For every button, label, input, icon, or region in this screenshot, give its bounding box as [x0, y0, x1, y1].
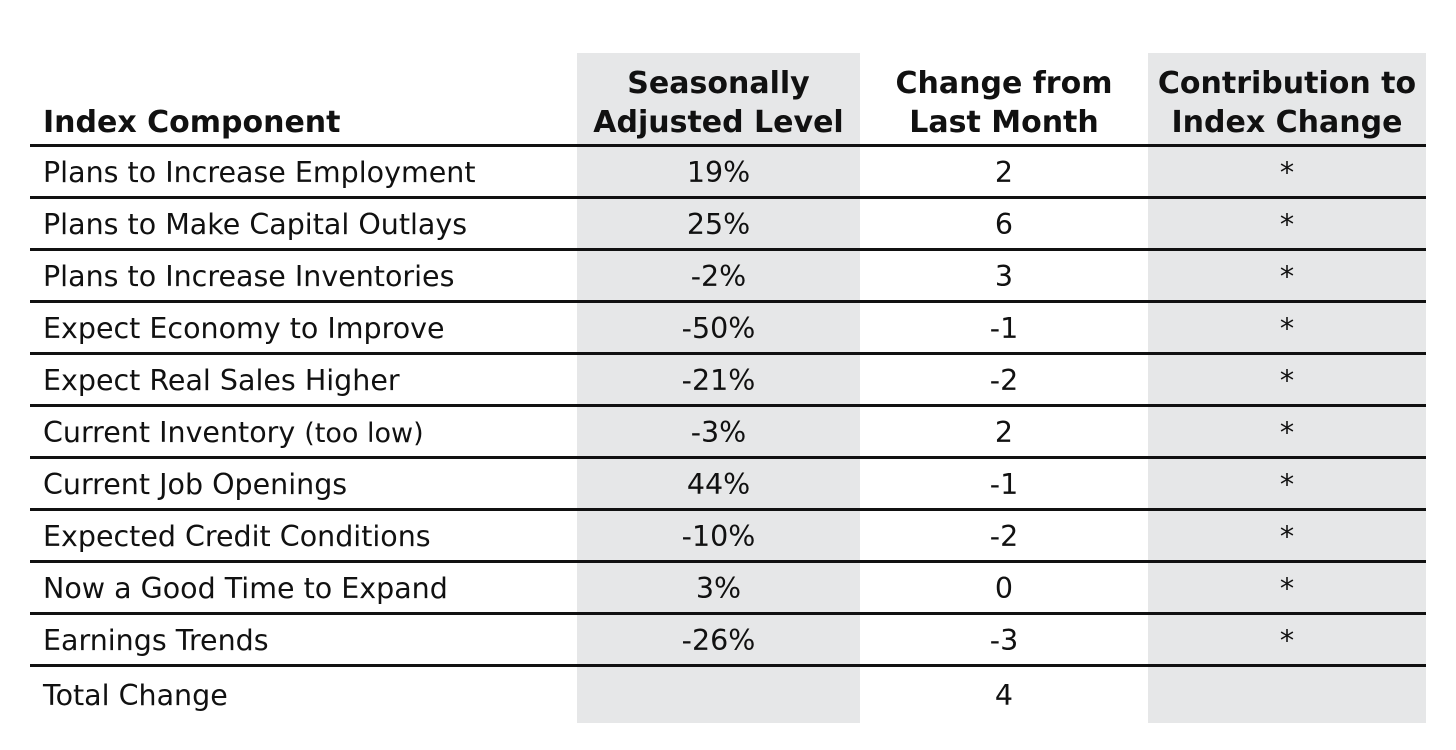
header-contribution-line-2: Index Change	[1171, 105, 1403, 140]
contribution-value: *	[1279, 416, 1295, 449]
row-label	[43, 355, 573, 404]
row-label	[43, 199, 573, 248]
header-index-component-text: Index Component	[43, 105, 341, 140]
contribution-value: *	[1279, 572, 1295, 605]
table-row	[30, 199, 1426, 248]
row-label-note: (too low)	[304, 418, 424, 449]
seasonally-adjusted-level-value: -50%	[681, 312, 756, 345]
row-divider	[30, 664, 1426, 667]
table-row	[30, 355, 1426, 404]
row-label-text: Current Inventory	[43, 416, 296, 449]
table-row	[30, 511, 1426, 560]
row-label-text: Earnings Trends	[43, 624, 269, 657]
row-label	[43, 511, 573, 560]
seasonally-adjusted-level-value: 3%	[695, 572, 742, 605]
contribution-value: *	[1279, 312, 1295, 345]
total-change-label: Total Change	[43, 679, 228, 712]
change-from-last-month-value: 3	[994, 260, 1014, 293]
seasonally-adjusted-level-value: 44%	[686, 468, 751, 501]
contribution-value: *	[1279, 364, 1295, 397]
table-row	[30, 459, 1426, 508]
change-from-last-month-value: 2	[994, 416, 1014, 449]
row-label-text: Expect Economy to Improve	[43, 312, 445, 345]
row-label	[43, 459, 573, 508]
header-level-line-2: Adjusted Level	[593, 105, 844, 140]
contribution-value: *	[1279, 156, 1295, 189]
seasonally-adjusted-level-value: 19%	[686, 156, 751, 189]
table-row	[30, 303, 1426, 352]
change-from-last-month-value: 2	[994, 156, 1014, 189]
row-label-text: Plans to Increase Inventories	[43, 260, 455, 293]
header-index-component	[43, 62, 573, 142]
change-from-last-month-value: -3	[989, 624, 1019, 657]
change-from-last-month-value: -2	[989, 520, 1019, 553]
seasonally-adjusted-level-value: 25%	[686, 208, 751, 241]
row-label-text: Plans to Increase Employment	[43, 156, 476, 189]
seasonally-adjusted-level-value: -2%	[690, 260, 747, 293]
contribution-value: *	[1279, 624, 1295, 657]
total-change-value: 4	[994, 679, 1014, 712]
row-label	[43, 563, 573, 612]
row-label	[43, 147, 573, 196]
row-label-text: Expected Credit Conditions	[43, 520, 431, 553]
contribution-value: *	[1279, 468, 1295, 501]
seasonally-adjusted-level-value: -10%	[681, 520, 756, 553]
row-label-text: Now a Good Time to Expand	[43, 572, 448, 605]
seasonally-adjusted-level-value: -21%	[681, 364, 756, 397]
change-from-last-month-value: -1	[989, 468, 1019, 501]
row-label	[43, 251, 573, 300]
total-row	[30, 670, 1426, 719]
row-label	[43, 303, 573, 352]
table-row	[30, 563, 1426, 612]
change-from-last-month-value: 6	[994, 208, 1014, 241]
row-label-text: Current Job Openings	[43, 468, 348, 501]
row-label-text: Plans to Make Capital Outlays	[43, 208, 468, 241]
header-seasonally-adjusted-level	[577, 62, 860, 142]
row-label	[43, 407, 573, 456]
change-from-last-month-value: -2	[989, 364, 1019, 397]
table-row	[30, 251, 1426, 300]
header-change-line-2: Last Month	[909, 105, 1099, 140]
total-level-value	[577, 670, 860, 719]
table-row	[30, 407, 1426, 456]
contribution-value: *	[1279, 208, 1295, 241]
header-level-line-1: Seasonally	[627, 66, 810, 101]
header-change-from-last-month	[862, 62, 1146, 142]
total-contribution-value	[1148, 670, 1426, 719]
change-from-last-month-value: -1	[989, 312, 1019, 345]
header-contribution-line-1: Contribution to	[1157, 66, 1417, 101]
seasonally-adjusted-level-value: -26%	[681, 624, 756, 657]
table-row	[30, 147, 1426, 196]
header-change-line-1: Change from	[895, 66, 1113, 101]
contribution-value: *	[1279, 260, 1295, 293]
change-from-last-month-value: 0	[994, 572, 1014, 605]
contribution-value: *	[1279, 520, 1295, 553]
seasonally-adjusted-level-value: -3%	[690, 416, 747, 449]
table-row	[30, 615, 1426, 664]
row-label-text: Expect Real Sales Higher	[43, 364, 400, 397]
header-contribution-to-index-change	[1148, 62, 1426, 142]
row-label	[43, 615, 573, 664]
